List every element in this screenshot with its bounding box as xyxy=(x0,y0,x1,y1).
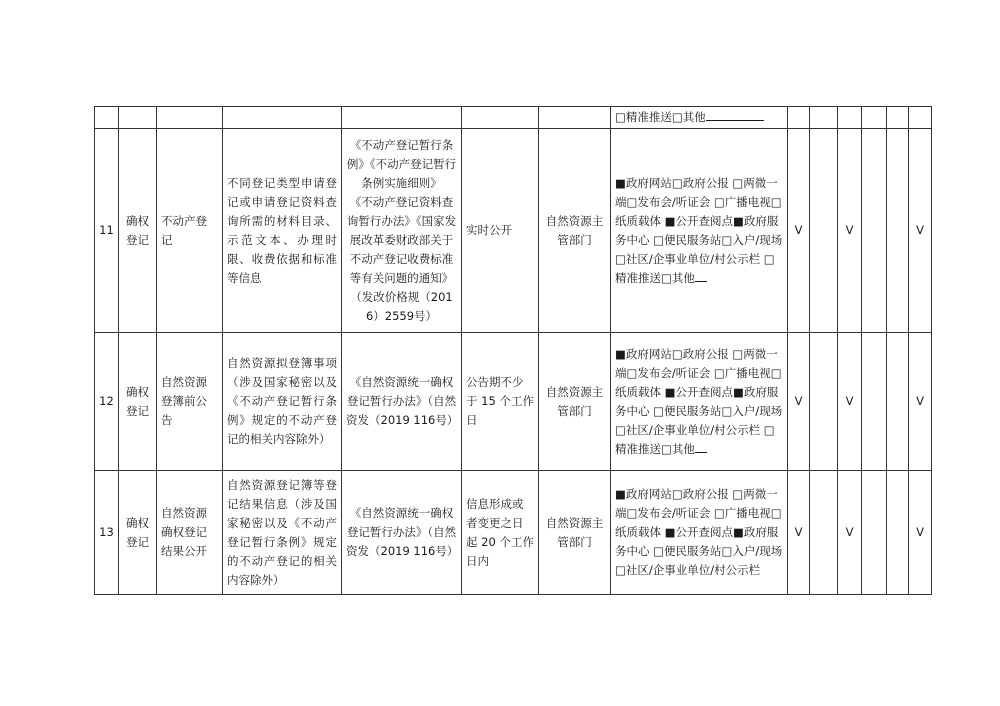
table-row xyxy=(95,129,932,333)
disclosure-table xyxy=(94,106,932,595)
category-cell: 确权登记 xyxy=(119,333,157,471)
cell xyxy=(462,107,539,129)
cell xyxy=(862,107,887,129)
content-cell: 不同登记类型申请登记或申请登记资料查询所需的材料目录、示范文本、办理时限、收费依据和标准等信息 xyxy=(223,129,342,333)
cell xyxy=(887,107,909,129)
check-cell: V xyxy=(788,129,810,333)
check-cell xyxy=(862,471,887,595)
table-row-continued xyxy=(95,107,932,129)
item-cell: 自然资源确权登记结果公开 xyxy=(157,471,223,595)
channels-cell: ■政府网站□政府公报 □两微一端□发布会/听证会 □广播电视□纸质载体 ■公开查阅点■政府服务中心 □便民服务站□入户/现场 □社区/企事业单位/村公示栏 xyxy=(611,471,788,595)
check-cell xyxy=(887,471,909,595)
basis-line: 《不动产登记资料查询暂行办法》《国家发展改革委财政部关于不动产登记收费标准等有关问题的通知》（发改价格规（2016）2559号） xyxy=(346,194,457,323)
check-cell xyxy=(810,333,838,471)
basis-cell xyxy=(342,471,462,595)
check-cell xyxy=(810,471,838,595)
item-cell: 自然资源登簿前公告 xyxy=(157,333,223,471)
dept-cell: 自然资源主管部门 xyxy=(539,471,611,595)
item-cell: 不动产登记 xyxy=(157,129,223,333)
basis-line: 《自然资源统一确权登记暂行办法》（自然资发（2019 116号） xyxy=(346,375,459,427)
cell xyxy=(539,107,611,129)
cell xyxy=(810,107,838,129)
basis-line: 《不动产登记暂行条例》《不动产登记暂行条例实施细则》 xyxy=(346,137,457,190)
row-number: 11 xyxy=(95,129,119,333)
check-cell: V xyxy=(838,471,862,595)
check-cell: V xyxy=(838,129,862,333)
category-cell: 确权登记 xyxy=(119,129,157,333)
table-row xyxy=(95,471,932,595)
check-cell xyxy=(810,129,838,333)
blank-line xyxy=(706,108,764,121)
check-cell: V xyxy=(788,471,810,595)
row-number: 13 xyxy=(95,471,119,595)
cell-channels xyxy=(611,107,788,129)
channels-text: ■政府网站□政府公报 □两微一端□发布会/听证会 □广播电视□纸质载体 ■公开查阅点■政府服务中心 □便民服务站□入户/现场 □社区/企事业单位/村公示栏 □精准推送□其他 xyxy=(615,175,783,285)
timing-cell: 公告期不少于 15 个工作日 xyxy=(462,333,539,471)
channels-text: □精准推送□其他 xyxy=(615,110,706,124)
check-cell: V xyxy=(909,129,932,333)
channels-cell xyxy=(611,333,788,471)
dept-cell: 自然资源主管部门 xyxy=(539,333,611,471)
check-cell xyxy=(862,129,887,333)
check-cell: V xyxy=(909,333,932,471)
check-cell xyxy=(887,129,909,333)
cell xyxy=(909,107,932,129)
row-number: 12 xyxy=(95,333,119,471)
check-cell: V xyxy=(909,471,932,595)
cell xyxy=(838,107,862,129)
category-cell: 确权登记 xyxy=(119,471,157,595)
basis-line: 《自然资源统一确权登记暂行办法》（自然资发（2019 116号） xyxy=(346,506,459,558)
channels-text: ■政府网站□政府公报 □两微一端□发布会/听证会 □广播电视□纸质载体 ■公开查阅点■政府服务中心 □便民服务站□入户/现场 □社区/企事业单位/村公示栏 □精准推送□其他 xyxy=(615,346,783,456)
table-row xyxy=(95,333,932,471)
cell xyxy=(342,107,462,129)
cell xyxy=(95,107,119,129)
cell xyxy=(788,107,810,129)
basis-cell xyxy=(342,333,462,471)
cell xyxy=(119,107,157,129)
content-cell: 自然资源登记簿等登记结果信息（涉及国家秘密以及《不动产登记暂行条例》规定的不动产登记的相关内容除外） xyxy=(223,471,342,595)
check-cell xyxy=(887,333,909,471)
check-cell: V xyxy=(838,333,862,471)
dept-cell: 自然资源主管部门 xyxy=(539,129,611,333)
blank-line xyxy=(695,440,707,453)
channels-cell xyxy=(611,129,788,333)
cell xyxy=(223,107,342,129)
cell xyxy=(157,107,223,129)
basis-cell xyxy=(342,129,462,333)
timing-cell: 实时公开 xyxy=(462,129,539,333)
check-cell xyxy=(862,333,887,471)
check-cell: V xyxy=(788,333,810,471)
timing-cell: 信息形成或者变更之日起 20 个工作日内 xyxy=(462,471,539,595)
content-cell: 自然资源拟登簿事项（涉及国家秘密以及《不动产登记暂行条例》规定的不动产登记的相关内容除外） xyxy=(223,333,342,471)
blank-line xyxy=(695,269,707,282)
